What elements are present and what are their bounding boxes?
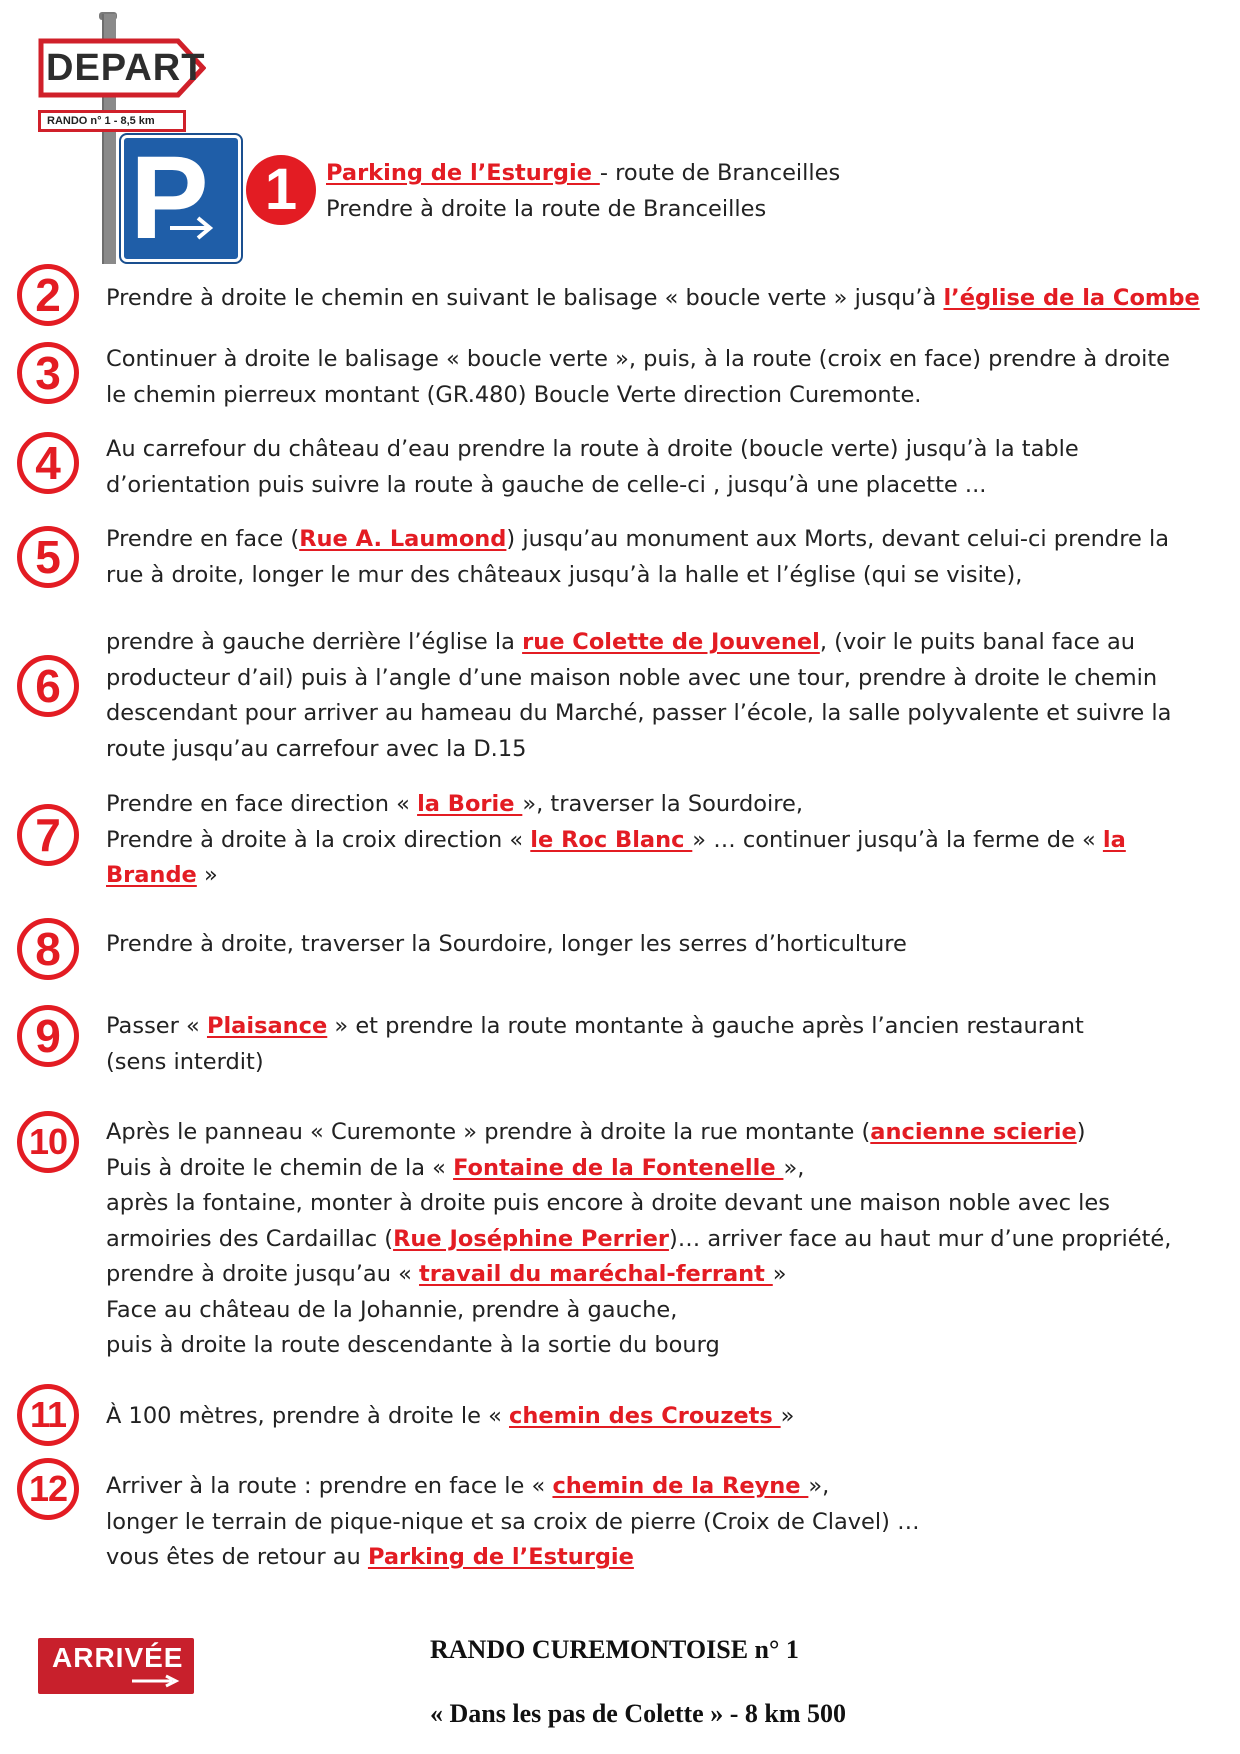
step-text: » [772,1261,787,1287]
step-text: après la fontaine, monter à droite puis encore à droite devant une maison noble avec les [106,1190,1110,1216]
step-6-text [106,625,1236,767]
step-text: » et prendre la route montante à gauche après l’ancien restaurant [327,1013,1084,1039]
arrivee-label: ARRIVÉE [52,1642,184,1673]
step-text: » [780,1403,795,1429]
step-line [106,1293,1236,1329]
step-11-text [106,1399,1236,1435]
step-line [106,1328,1236,1364]
step-4-text [106,432,1236,503]
step-line [106,823,1236,859]
step-text: », [808,1473,830,1499]
step-text: Prendre en face ( [106,526,300,552]
step-number-badge: 7 [17,804,79,866]
depart-label: DEPART [46,47,206,89]
step-line [106,858,1236,894]
place-link[interactable]: Rue Joséphine Perrier [393,1225,669,1252]
place-link[interactable]: Plaisance [206,1013,328,1039]
step-text: Au carrefour du château d’eau prendre la route à droite (boucle verte) jusqu’à la table [106,436,1079,462]
step-number-badge: 11 [17,1384,79,1446]
step-3-text [106,342,1236,413]
step-number-badge: 4 [17,432,79,494]
step-text: Prendre en face direction « [106,791,418,817]
step-line [106,1186,1236,1222]
step-line [326,192,1240,228]
step-text: Prendre à droite à la croix direction « [106,826,531,853]
step-line [106,696,1236,732]
step-text: producteur d’ail) puis à l’angle d’une maison noble avec une tour, prendre à droite le chemin [106,664,1158,691]
step-line [106,1009,1236,1045]
step-line [106,1469,1236,1505]
parking-letter: P [130,132,209,264]
step-10-text [106,1115,1236,1364]
step-number-badge: 12 [17,1458,79,1520]
step-text: rue à droite, longer le mur des châteaux jusqu’à la halle et l’église (qui se visite), [106,561,1023,588]
step-line [326,156,1240,192]
step-text: d’orientation puis suivre la route à gauche de celle-ci , jusqu’à une placette ... [106,471,987,498]
step-text: Passer « [106,1013,207,1039]
step-text: le chemin pierreux montant (GR.480) Boucle Verte direction Curemonte. [106,381,922,408]
place-link[interactable]: Parking de l’Esturgie [326,160,600,186]
step-line [106,281,1236,317]
rando-plate: RANDO n° 1 - 8,5 km [38,110,186,132]
step-text: ) jusqu’au monument aux Morts, devant celui-ci prendre la [506,526,1170,552]
place-link[interactable]: Fontaine de la Fontenelle [453,1154,784,1181]
place-link[interactable]: la [1102,826,1126,853]
step-12-text [106,1469,1236,1576]
step-number-badge: 2 [17,264,79,326]
place-link[interactable]: la Borie [417,791,523,817]
step-text: Face au château de la Johannie, prendre à gauche, [106,1296,678,1323]
step-text: longer le terrain de pique-nique et sa croix de pierre (Croix de Clavel) … [106,1508,920,1535]
step-number-badge: 1 [246,155,316,225]
step-text: route jusqu’au carrefour avec la D.15 [106,735,527,762]
step-line [106,1115,1236,1151]
step-2-text [106,281,1236,317]
step-text: prendre à gauche derrière l’église la [106,629,523,655]
arrow-right-icon [168,213,218,243]
footer-subtitle: « Dans les pas de Colette » - 8 km 500 [430,1699,846,1728]
place-link[interactable]: l’église de la Combe [943,285,1200,311]
step-text: prendre à droite jusqu’au « [106,1261,420,1287]
step-line [106,1045,1236,1081]
step-text: (sens interdit) [106,1048,264,1075]
step-line [106,468,1236,504]
place-link[interactable]: chemin de la Reyne [552,1473,809,1499]
step-line [106,1151,1236,1187]
step-number-badge: 3 [17,342,79,404]
step-line [106,732,1236,768]
step-line [106,342,1236,378]
step-text: À 100 mètres, prendre à droite le « [106,1403,510,1429]
step-line [106,432,1236,468]
step-line [106,787,1236,823]
step-text: , (voir le puits banal face au [819,629,1136,655]
step-line [106,1505,1236,1541]
step-line [106,927,1236,963]
step-number-badge: 9 [17,1005,79,1067]
place-link[interactable]: le Roc Blanc [530,826,693,853]
step-number-badge: 8 [17,918,79,980]
step-line [106,661,1236,697]
footer-title: RANDO CUREMONTOISE n° 1 [430,1635,799,1664]
step-text: Prendre à droite la route de Branceilles [326,195,767,222]
step-text: descendant pour arriver au hameau du Marché, passer l’école, la salle polyvalente et suivre la [106,700,1172,726]
step-line [106,522,1236,558]
step-text: » … continuer jusqu’à la ferme de « [692,826,1103,853]
step-line [106,378,1236,414]
step-text: )… arriver face au haut mur d’une propriété, [668,1225,1172,1252]
step-line [106,1222,1236,1258]
step-text: Prendre à droite, traverser la Sourdoire, longer les serres d’horticulture [106,931,907,957]
step-line [106,1399,1236,1435]
step-text: Puis à droite le chemin de la « [106,1154,454,1181]
place-link[interactable]: Rue A. Laumond [299,526,507,552]
step-number-badge: 6 [17,655,79,717]
step-line [106,1540,1236,1576]
step-line [106,558,1236,594]
step-text: Prendre à droite le chemin en suivant le balisage « boucle verte » jusqu’à [106,285,944,311]
step-1-text [326,156,1240,227]
step-line [106,625,1236,661]
step-5-text [106,522,1236,593]
step-text: armoiries des Cardaillac ( [106,1225,394,1252]
step-text: Continuer à droite le balisage « boucle verte », puis, à la route (croix en face) prendre à droite [106,346,1171,372]
step-text: Après le panneau « Curemonte » prendre à droite la rue montante ( [106,1119,871,1145]
step-text: », [783,1154,805,1181]
step-text: vous êtes de retour au [106,1544,368,1570]
place-link[interactable]: Brande [106,862,197,888]
step-text: », traverser la Sourdoire, [522,791,804,817]
step-7-text [106,787,1236,894]
step-text: ) [1076,1119,1086,1145]
step-text: puis à droite la route descendante à la sortie du bourg [106,1332,720,1358]
step-text: » [196,862,218,888]
step-number-badge: 5 [17,526,79,588]
step-8-text [106,927,1236,963]
step-9-text [106,1009,1236,1080]
step-line [106,1257,1236,1293]
step-text: Arriver à la route : prendre en face le « [106,1473,553,1499]
place-link[interactable]: chemin des Crouzets [509,1403,781,1429]
step-text: - route de Branceilles [599,160,841,186]
place-link[interactable]: Parking de l’Esturgie [367,1544,634,1570]
step-number-badge: 10 [17,1111,79,1173]
place-link[interactable]: rue Colette de Jouvenel [522,629,820,655]
arrow-right-icon [132,1674,182,1688]
place-link[interactable]: ancienne scierie [870,1119,1077,1145]
place-link[interactable]: travail du maréchal-ferrant [419,1261,773,1287]
